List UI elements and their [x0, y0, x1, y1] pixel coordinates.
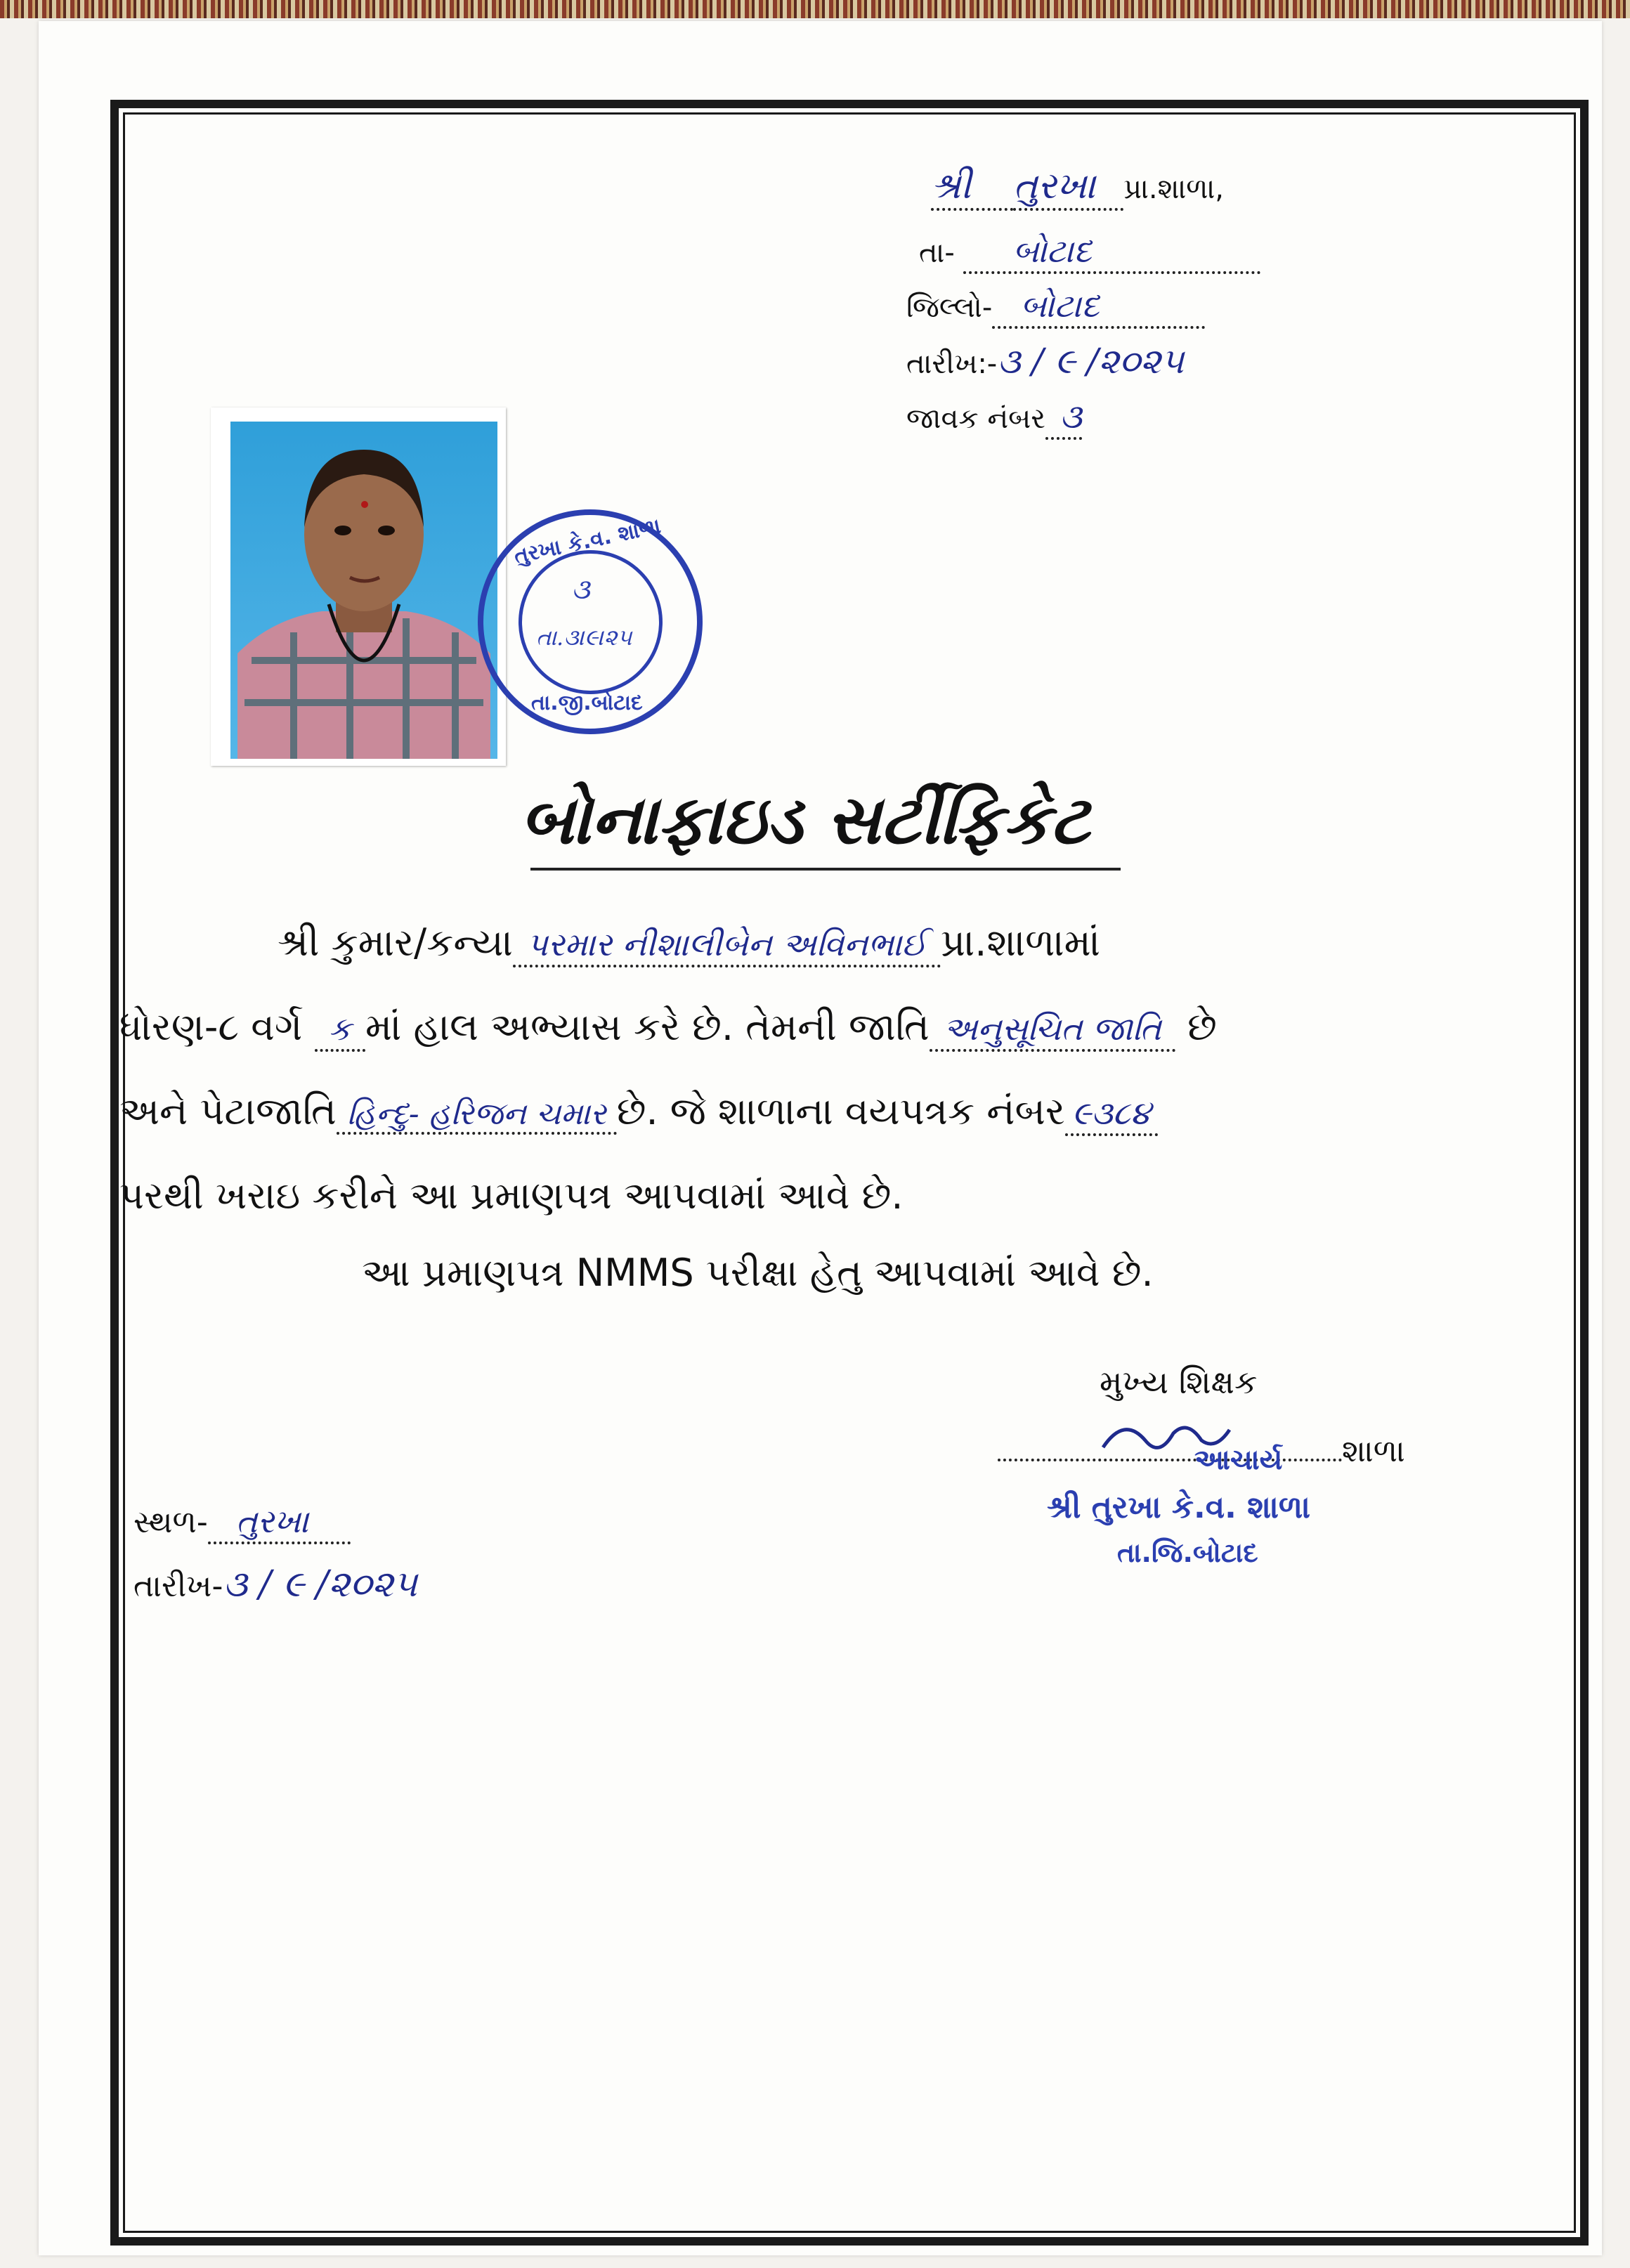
school-prefix: શ્રી: [931, 165, 1013, 211]
seal-ring-text: તુરખા કે.વ. શાળા: [511, 514, 663, 569]
taluka-line: [919, 232, 1260, 274]
district-value: બોટાદ: [992, 287, 1204, 329]
caste-value: અનુસૂચિત જાતિ: [930, 1010, 1175, 1052]
footer-date-label: તારીખ-: [133, 1568, 223, 1604]
place-label: સ્થળ-: [133, 1504, 208, 1540]
background-strip: [0, 0, 1630, 18]
date-label: તારીખ:-: [906, 348, 998, 380]
subcaste-value: હિન્દુ- હરિજન ચમાર: [337, 1096, 617, 1135]
line1-suffix: પ્રા.શાળામાં: [941, 920, 1101, 965]
photo-background: [230, 422, 497, 759]
taluka-value: બોટાદ: [963, 232, 1260, 274]
body-line-3: [119, 1089, 1158, 1136]
seal-bottom-text: તા.જી.બોટાદ: [531, 691, 643, 715]
taluka-label: તા-: [919, 237, 955, 269]
line3-prefix: અને પેટાજાતિ: [119, 1089, 337, 1133]
line2-suffix: છે: [1187, 1005, 1217, 1049]
line1-prefix: શ્રી કુમાર/કન્યા: [278, 920, 513, 965]
school-seal: [478, 509, 703, 734]
line2-mid: માં હાલ અભ્યાસ કરે છે. તેમની જાતિ: [365, 1005, 930, 1049]
title-underline: [530, 868, 1121, 871]
student-portrait: [230, 422, 497, 759]
outward-number: ૩: [1045, 397, 1082, 440]
body-line-5: આ પ્રમાણપત્ર NMMS પરીક્ષા હેતુ આપવામાં આવે છે.: [362, 1251, 1154, 1295]
body-line-2: [119, 1005, 1217, 1052]
signature-school-suffix: શાળા: [1342, 1433, 1405, 1469]
line3-mid: છે. જે શાળાના વયપત્રક નંબર: [616, 1089, 1065, 1133]
district-label: જિલ્લો-: [906, 292, 993, 324]
school-suffix: પ્રા.શાળા,: [1123, 173, 1224, 205]
student-name: પરમાર નીશાલીબેન અવિનભાઈ: [513, 925, 941, 967]
register-number: ૯૩૮૪: [1065, 1094, 1158, 1136]
student-photo: [211, 408, 506, 766]
footer-place-line: [133, 1502, 351, 1544]
signatory-title: મુખ્ય શિક્ષક: [1100, 1363, 1258, 1401]
certificate-page: [39, 21, 1602, 2255]
line2-prefix: ધોરણ-૮ વર્ગ: [119, 1005, 303, 1049]
district-line: [906, 287, 1205, 329]
date-value: ૩ / ૯ /૨૦૨૫: [997, 341, 1185, 382]
body-line-4: પરથી ખરાઇ કરીને આ પ્રમાણપત્ર આપવામાં આવે છે.: [119, 1173, 904, 1218]
date-line: [906, 341, 1184, 382]
footer-date-line: [133, 1563, 417, 1606]
seal-inner-circle: [519, 550, 663, 694]
stamp-school: શ્રી તુરખા કે.વ. શાળા: [1047, 1490, 1310, 1525]
place-value: તુરખા: [208, 1502, 351, 1544]
seal-inner-date: તા.૩।૯।૨૫: [536, 624, 632, 651]
school-name: તુરખા: [1013, 165, 1123, 211]
seal-inner-number: ૩: [571, 573, 590, 606]
outward-label: જાવક નંબર: [906, 403, 1045, 435]
division-value: ક: [315, 1010, 365, 1052]
footer-date-value: ૩ / ૯ /૨૦૨૫: [223, 1563, 417, 1605]
stamp-place: તા.જિ.બોટાદ: [1117, 1537, 1258, 1568]
body-line-1: [278, 920, 1100, 967]
stamp-role: આચાર્ય: [1194, 1444, 1283, 1476]
outward-line: [906, 397, 1082, 440]
certificate-title: બોનાફાઇડ સર્ટીફિકેટ: [520, 780, 1090, 859]
school-header-line: [931, 165, 1224, 211]
